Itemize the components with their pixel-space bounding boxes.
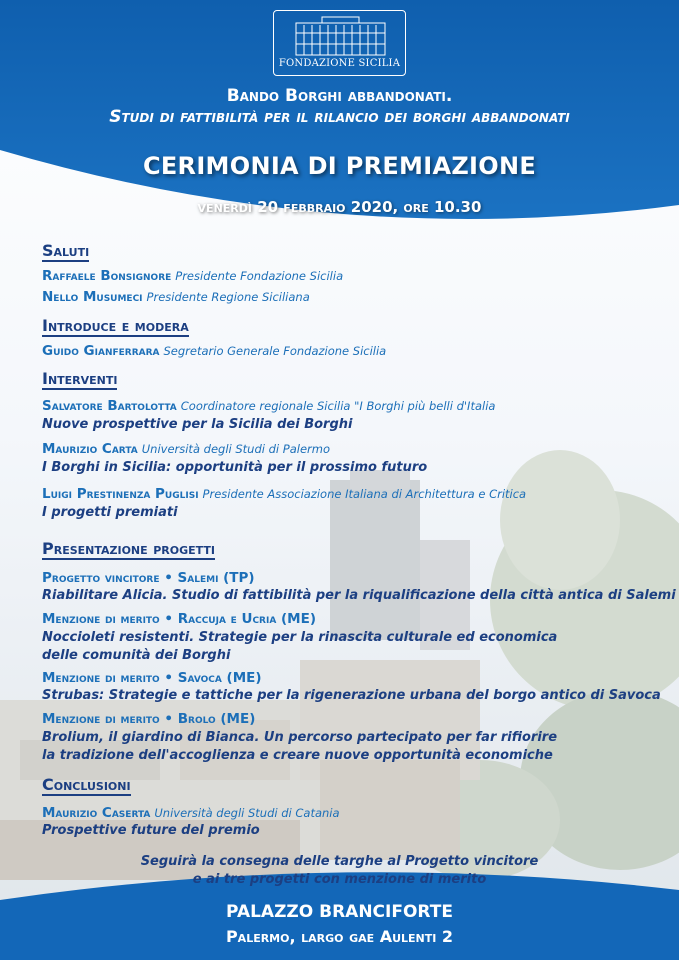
project-title: Strubas: Strategie e tattiche per la rigenerazione urbana del borgo antico di Savoca bbox=[42, 688, 661, 703]
project-title: Riabilitare Alicia. Studio di fattibilità per la riqualificazione della città antica di Salemi bbox=[42, 588, 676, 603]
closing-note-line-1: Seguirà la consegna delle targhe al Progetto vincitore bbox=[140, 854, 539, 869]
speaker-role: Presidente Associazione Italiana di Architettura e Critica bbox=[202, 487, 527, 501]
speaker-row bbox=[42, 289, 310, 305]
speaker-row bbox=[42, 486, 526, 502]
venue-name: PALAZZO BRANCIFORTE bbox=[226, 902, 453, 922]
project-label-text: Menzione di merito • Raccuja e Ucria (ME) bbox=[42, 611, 316, 627]
speaker-name: Raffaele Bonsignore bbox=[42, 268, 172, 284]
project-label bbox=[42, 711, 255, 727]
speaker-name: Maurizio Carta bbox=[42, 441, 138, 457]
speaker-role: Coordinatore regionale Sicilia "I Borghi più belli d'Italia bbox=[180, 399, 496, 413]
speaker-name: Nello Musumeci bbox=[42, 289, 143, 305]
project-title: Brolium, il giardino di Bianca. Un percorso partecipato per far rifiorire bbox=[42, 730, 558, 745]
project-label-text: Menzione di merito • Brolo (ME) bbox=[42, 711, 256, 727]
project-title: delle comunità dei Borghi bbox=[42, 648, 231, 663]
closing-note-line-2: e ai tre progetti con menzione di merito bbox=[192, 872, 487, 887]
section-saluti: Saluti bbox=[42, 241, 90, 260]
section-interventi: Interventi bbox=[42, 369, 118, 388]
section-conclusioni: Conclusioni bbox=[42, 775, 131, 794]
speaker-row bbox=[42, 268, 343, 284]
speaker-name: Guido Gianferrara bbox=[42, 343, 160, 359]
logo-text: FONDAZIONE SICILIA bbox=[278, 58, 401, 69]
talk-title: Prospettive future del premio bbox=[42, 823, 260, 838]
section-introduce: Introduce e modera bbox=[42, 316, 189, 335]
project-label-text: Menzione di merito • Savoca (ME) bbox=[42, 670, 262, 686]
speaker-role: Presidente Regione Siciliana bbox=[146, 290, 310, 304]
speaker-role: Università degli Studi di Palermo bbox=[141, 442, 330, 456]
speaker-role: Presidente Fondazione Sicilia bbox=[175, 269, 344, 283]
project-title: Noccioleti resistenti. Strategie per la rinascita culturale ed economica bbox=[42, 630, 558, 645]
project-label bbox=[42, 570, 255, 586]
speaker-role: Università degli Studi di Catania bbox=[154, 806, 340, 820]
header-line-1: Bando Borghi abbandonati. bbox=[226, 86, 453, 106]
project-label bbox=[42, 611, 316, 627]
speaker-row bbox=[42, 343, 386, 359]
speaker-row bbox=[42, 805, 340, 821]
speaker-role: Segretario Generale Fondazione Sicilia bbox=[163, 344, 387, 358]
talk-title: I Borghi in Sicilia: opportunità per il prossimo futuro bbox=[42, 460, 428, 475]
speaker-name: Maurizio Caserta bbox=[42, 805, 151, 821]
talk-title: Nuove prospettive per la Sicilia dei Borghi bbox=[42, 417, 353, 432]
header-line-2: Studi di fattibilità per il rilancio dei borghi abbandonati bbox=[109, 107, 570, 127]
project-title: la tradizione dell'accoglienza e creare nuove opportunità economiche bbox=[42, 748, 553, 763]
project-label-text: Progetto vincitore • Salemi (TP) bbox=[42, 570, 255, 586]
speaker-name: Luigi Prestinenza Puglisi bbox=[42, 486, 199, 502]
venue-address: Palermo, largo gae Aulenti 2 bbox=[225, 927, 454, 946]
speaker-name: Salvatore Bartolotta bbox=[42, 398, 177, 414]
talk-title: I progetti premiati bbox=[42, 505, 178, 520]
speaker-row bbox=[42, 441, 330, 457]
fondazione-sicilia-logo bbox=[273, 10, 406, 76]
project-label bbox=[42, 670, 262, 686]
event-date: venerdì 20 febbraio 2020, ore 10.30 bbox=[197, 198, 482, 216]
speaker-row bbox=[42, 398, 495, 414]
building-icon bbox=[274, 11, 407, 59]
section-presentazione: Presentazione progetti bbox=[42, 539, 216, 558]
event-title: CERIMONIA DI PREMIAZIONE bbox=[142, 152, 537, 180]
